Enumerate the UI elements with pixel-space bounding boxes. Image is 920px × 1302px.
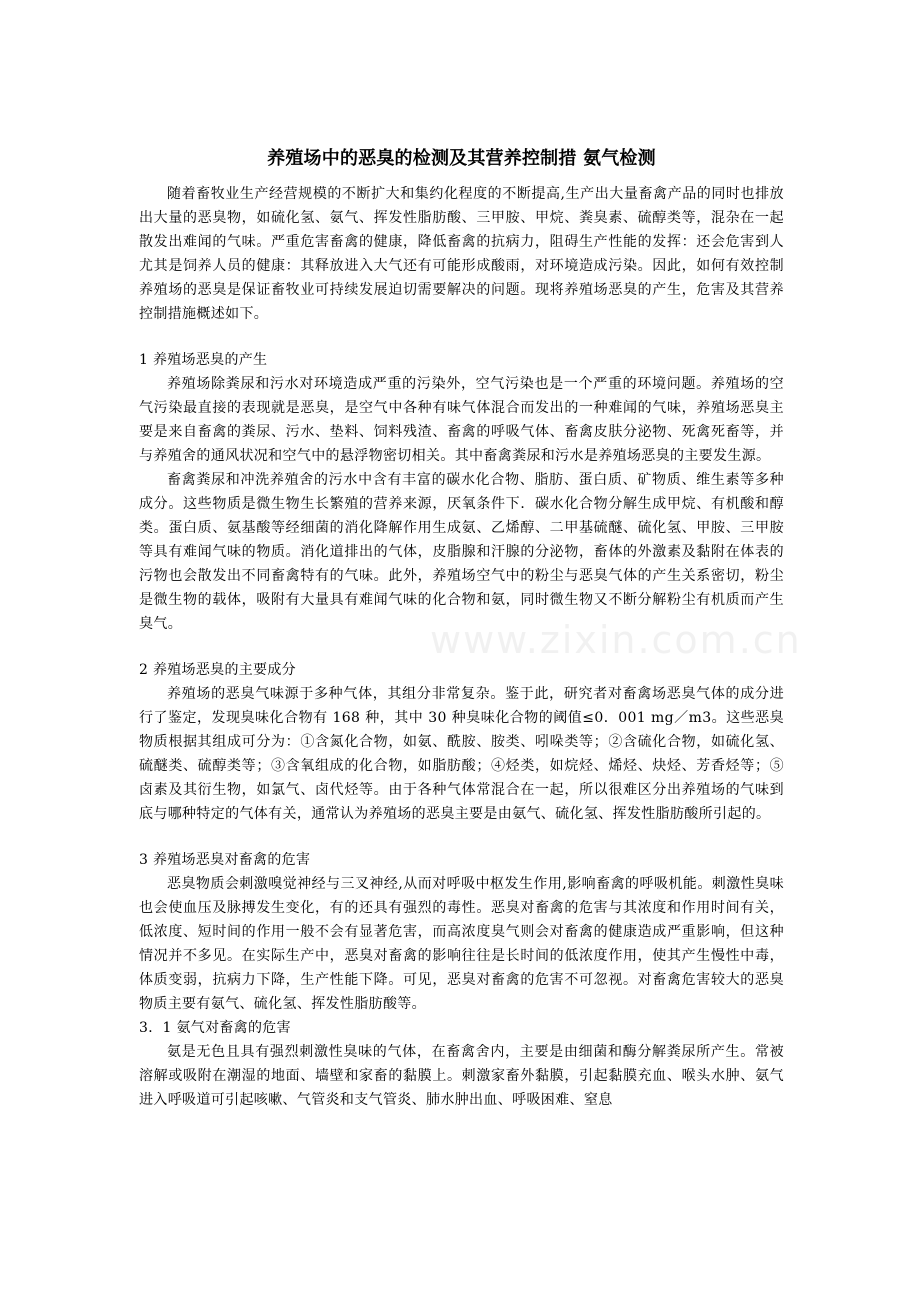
section-paragraph: 养殖场除粪尿和污水对环境造成严重的污染外，空气污染也是一个严重的环境问题。养殖场的空气污染最直接的表现就是恶臭，是空气中各种有味气体混合而发出的一种难闻的气味，养殖场恶臭主要是来自畜禽的粪尿、污水、垫料、饲料残渣、畜禽的呼吸气体、畜禽皮肤分泌物、死禽死畜等，并与养殖舍的通风状况和空气中的悬浮物密切相关。其中畜禽粪尿和污水是养殖场恶臭的主要发生源。	[139, 376, 784, 464]
section-paragraph: 畜禽粪尿和冲洗养殖舍的污水中含有丰富的碳水化合物、脂肪、蛋白质、矿物质、维生素等多种成分。这些物质是微生物生长繁殖的营养来源，厌氧条件下．碳水化合物分解生成甲烷、有机酸和醇类。蛋白质、氨基酸等经细菌的消化降解作用生成氨、乙烯醇、二甲基硫醚、硫化氢、甲胺、三甲胺等具有难闻气味的物质。消化道排出的气体，皮脂腺和汗腺的分泌物，畜体的外激素及黏附在体表的污物也会散发出不同畜禽特有的气味。此外，养殖场空气中的粉尘与恶臭气体的产生关系密切，粉尘是微生物的载体，吸附有大量具有难闻气味的化合物和氨，同时微生物又不断分解粉尘有机质而产生臭气。	[139, 472, 784, 632]
section-2	[139, 658, 784, 826]
section-paragraph: 恶臭物质会刺激嗅觉神经与三叉神经,从而对呼吸中枢发生作用,影响畜禽的呼吸机能。刺激性臭味也会使血压及脉搏发生变化，有的还具有强烈的毒性。恶臭对畜禽的危害与其浓度和作用时间有关，低浓度、短时间的作用一般不会有显著危害，而高浓度臭气则会对畜禽的健康造成严重影响，但这种情况并不多见。在实际生产中，恶臭对畜禽的影响往往是长时间的低浓度作用，使其产生慢性中毒，体质变弱，抗病力下降，生产性能下降。可见，恶臭对畜禽的危害不可忽视。对畜禽危害较大的恶臭物质主要有氨气、硫化氢、挥发性脂肪酸等。	[139, 876, 784, 1012]
section-3-1	[139, 1016, 784, 1112]
document-body	[139, 144, 784, 1112]
document-title: 养殖场中的恶臭的检测及其营养控制措 氨气检测	[267, 148, 656, 169]
section-paragraph: 氨是无色且具有强烈刺激性臭味的气体，在畜禽舍内，主要是由细菌和酶分解粪尿所产生。常被溶解或吸附在潮湿的地面、墙壁和家畜的黏膜上。刺激家畜外黏膜，引起黏膜充血、喉头水肿、氨气进入呼吸道可引起咳嗽、气管炎和支气管炎、肺水肿出血、呼吸困难、窒息	[139, 1044, 784, 1108]
section-1	[139, 348, 784, 636]
section-3	[139, 848, 784, 1016]
section-heading: 3．1 氨气对畜禽的危害	[139, 1020, 291, 1036]
section-heading: 2 养殖场恶臭的主要成分	[139, 662, 296, 678]
intro-paragraph: 随着畜牧业生产经营规模的不断扩大和集约化程度的不断提高,生产出大量畜禽产品的同时也排放出大量的恶臭物，如硫化氢、氨气、挥发性脂肪酸、三甲胺、甲烷、粪臭素、硫醇类等，混杂在一起散发出难闻的气味。严重危害畜禽的健康，降低畜禽的抗病力，阻碍生产性能的发挥：还会危害到人尤其是饲养人员的健康：其释放进入大气还有可能形成酸雨，对环境造成污染。因此，如何有效控制养殖场的恶臭是保证畜牧业可持续发展迫切需要解决的问题。现将养殖场恶臭的产生，危害及其营养控制措施概述如下。	[139, 186, 784, 322]
section-paragraph: 养殖场的恶臭气味源于多种气体，其组分非常复杂。鉴于此，研究者对畜禽场恶臭气体的成分进行了鉴定，发现臭味化合物有 168 种，其中 30 种臭味化合物的阈值≤0．001 mg／m3。这些恶臭物质根据其组成可分为：①含氮化合物，如氨、酰胺、胺类、吲哚类等；②含硫化合物，如硫化氢、硫醚类、硫醇类等；③含氧组成的化合物，如脂肪酸；④烃类，如烷烃、烯烃、炔烃、芳香烃等；⑤卤素及其衍生物，如氯气、卤代烃等。由于各种气体常混合在一起，所以很难区分出养殖场的气味到底与哪种特定的气体有关，通常认为养殖场的恶臭主要是由氨气、硫化氢、挥发性脂肪酸所引起的。	[139, 686, 784, 822]
section-heading: 3 养殖场恶臭对畜禽的危害	[139, 852, 311, 868]
section-heading: 1 养殖场恶臭的产生	[139, 352, 268, 368]
watermark: www.zixin.com.cn	[430, 618, 802, 662]
